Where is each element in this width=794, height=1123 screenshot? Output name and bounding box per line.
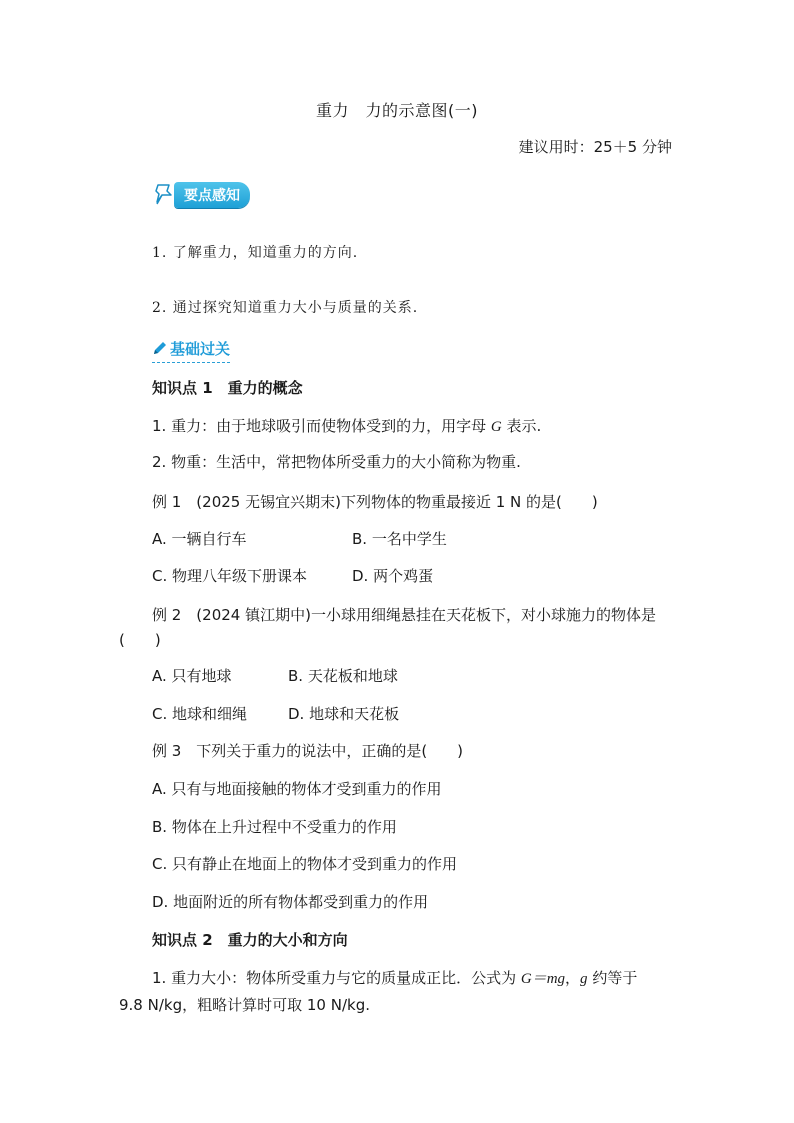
key-points-badge [154, 180, 250, 210]
kp2-line1-end: 约等于 [587, 969, 638, 987]
example-2-stem-bracket: ( ) [119, 631, 161, 649]
example-1-option-d: D. 两个鸡蛋 [352, 567, 434, 585]
kp2-line1-comma: ， [565, 969, 581, 987]
kp1-title: 知识点 1 重力的概念 [152, 379, 303, 397]
pencil-icon [152, 340, 168, 356]
example-3-option-a: A. 只有与地面接触的物体才受到重力的作用 [152, 780, 442, 798]
kp1-item1-var: G [490, 419, 502, 435]
example-1-stem: 例 1 (2025 无锡宜兴期末)下列物体的物重最接近 1 N 的是( ) [152, 493, 598, 511]
example-3-option-d: D. 地面附近的所有物体都受到重力的作用 [152, 893, 429, 911]
kp1-item1-text: 1. 重力：由于地球吸引而使物体受到的力，用字母 [152, 417, 491, 435]
example-2-option-b: B. 天花板和地球 [288, 667, 398, 685]
kp2-title: 知识点 2 重力的大小和方向 [152, 931, 348, 949]
example-3-option-b: B. 物体在上升过程中不受重力的作用 [152, 818, 397, 836]
example-2-option-c: C. 地球和细绳 [152, 705, 248, 723]
kp2-line2: 9.8 N/kg，粗略计算时可取 10 N/kg. [119, 996, 370, 1014]
example-2-option-a: A. 只有地球 [152, 667, 232, 685]
kp2-line1-text: 1. 重力大小：物体所受重力与它的质量成正比．公式为 [152, 969, 521, 987]
example-3-option-c: C. 只有静止在地面上的物体才受到重力的作用 [152, 855, 458, 873]
pushpin-icon [154, 182, 176, 208]
basic-section-label: 基础过关 [170, 339, 231, 358]
example-1-option-b: B. 一名中学生 [352, 530, 447, 548]
g-symbol: g [580, 971, 588, 987]
page-title: 重力 力的示意图(一) [316, 101, 478, 120]
kp1-item1-end: 表示. [501, 417, 542, 435]
kp2-line1 [152, 967, 637, 988]
basic-section-header [152, 336, 230, 363]
objective-2: 2. 通过探究知道重力大小与质量的关系. [152, 300, 419, 316]
key-points-label: 要点感知 [174, 182, 250, 208]
objective-1: 1. 了解重力，知道重力的方向. [152, 245, 359, 261]
suggested-time: 建议用时：25＋5 分钟 [518, 138, 672, 156]
example-2-option-d: D. 地球和天花板 [288, 705, 400, 723]
example-2-stem: 例 2 (2024 镇江期中)一小球用细绳悬挂在天花板下，对小球施力的物体是 [152, 606, 656, 624]
example-1-option-a: A. 一辆自行车 [152, 530, 247, 548]
gravity-formula: G＝mg [520, 971, 566, 987]
kp1-item1 [152, 415, 541, 436]
example-3-stem: 例 3 下列关于重力的说法中，正确的是( ) [152, 742, 464, 760]
kp1-item2: 2. 物重：生活中，常把物体所受重力的大小简称为物重. [152, 453, 521, 471]
example-1-option-c: C. 物理八年级下册课本 [152, 567, 308, 585]
